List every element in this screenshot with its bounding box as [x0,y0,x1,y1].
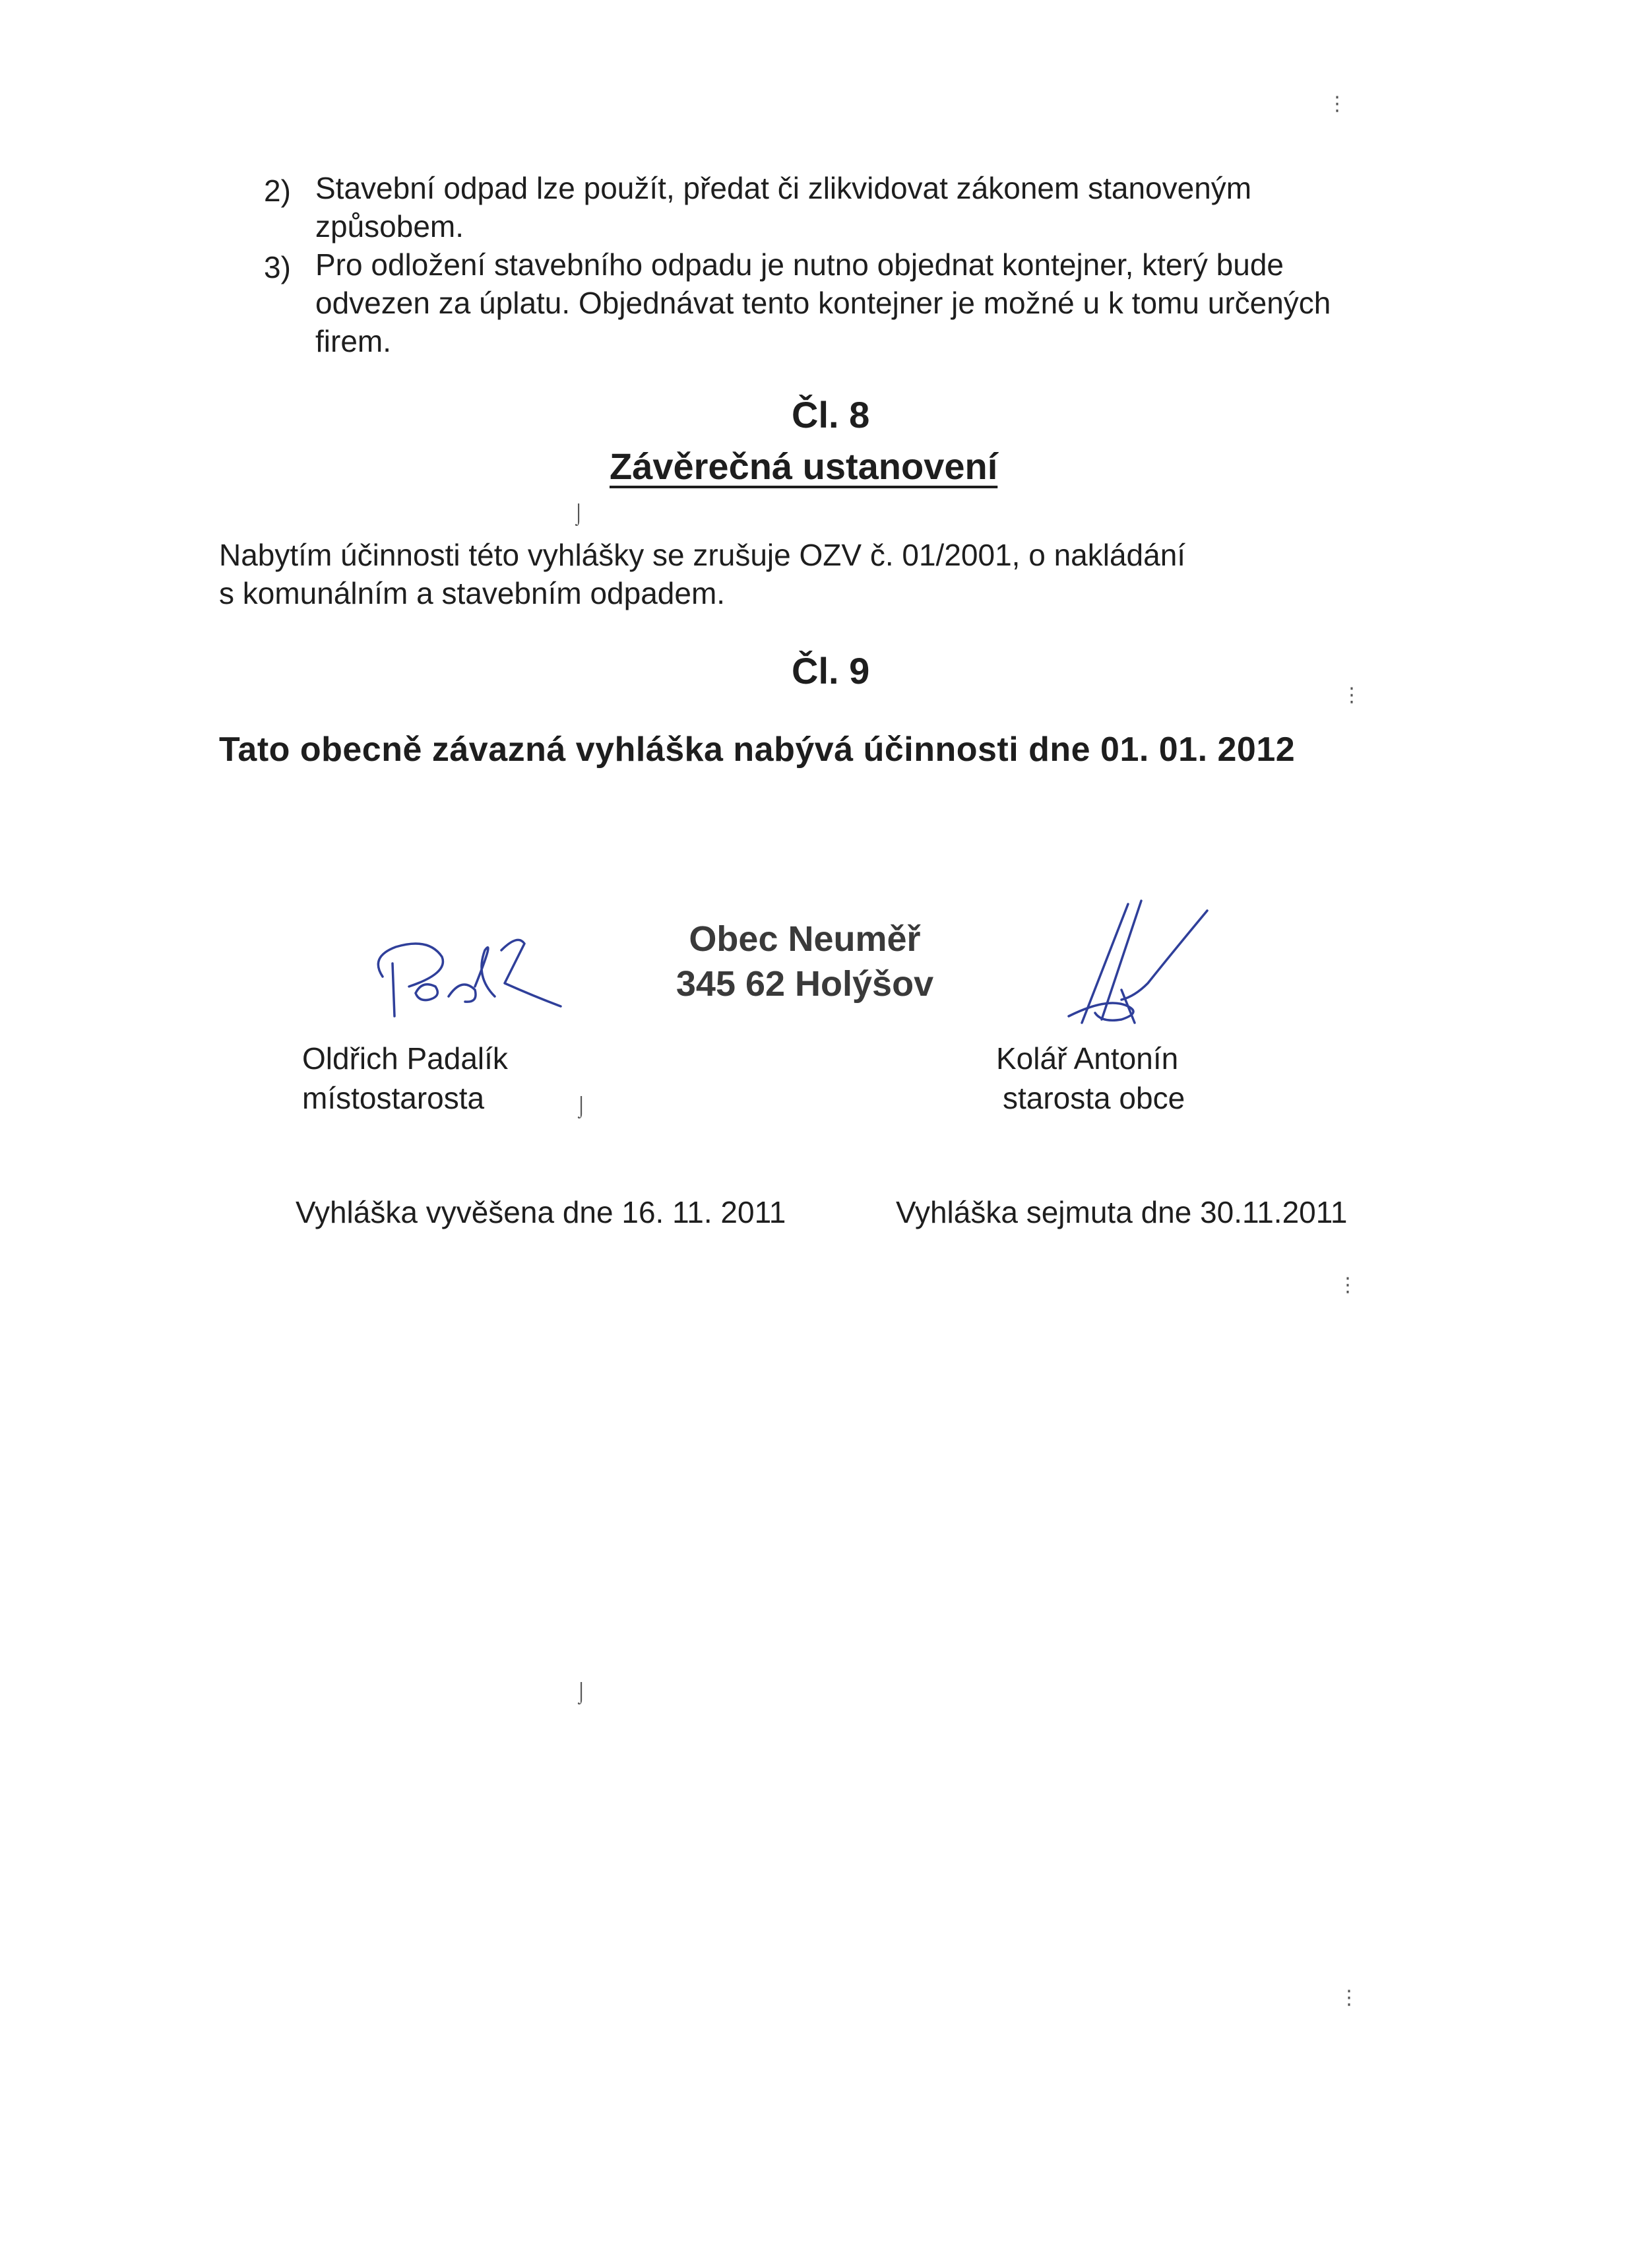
signature-padalik [343,924,581,1029]
list-item-line: firem. [315,324,391,358]
scan-speck: ⋮ [1342,684,1362,706]
scan-speck: ⋮ [1327,93,1347,115]
municipality-stamp-line: 345 62 Holýšov [676,964,934,1004]
municipality-stamp-line: Obec Neuměř [689,919,921,959]
right-signatory-role: starosta obce [1003,1081,1185,1115]
article-8-text-line: Nabytím účinnosti této vyhlášky se zrušuje OZV č. 01/2001, o nakládání [219,538,1186,572]
removed-date: Vyhláška sejmuta dne 30.11.2011 [896,1195,1348,1229]
posted-date: Vyhláška vyvěšena dne 16. 11. 2011 [296,1195,786,1229]
signature-kolar [1055,897,1227,1043]
right-signatory-name: Kolář Antonín [996,1041,1179,1076]
scan-speck: ⌡ [573,503,585,525]
scan-speck: ⋮ [1338,1274,1358,1296]
scan-speck: ⋮ [1339,1987,1359,2009]
left-signatory-role: místostarosta [302,1081,485,1115]
list-item-number: 2) [264,174,291,208]
list-item-number: 3) [264,250,291,284]
scan-speck: ⌡ [575,1095,588,1117]
article-8-text-line: s komunálním a stavebním odpadem. [219,576,726,610]
list-item-line: způsobem. [315,209,464,243]
effective-date-statement: Tato obecně závazná vyhláška nabývá účinnosti dne 01. 01. 2012 [219,730,1296,769]
left-signatory-name: Oldřich Padalík [302,1041,508,1076]
list-item-line: odvezen za úplatu. Objednávat tento kontejner je možné u k tomu určených [315,286,1331,320]
article-8-number: Čl. 8 [792,394,870,436]
list-item-line: Stavební odpad lze použít, předat či zlikvidovat zákonem stanoveným [315,171,1252,205]
article-8-title: Závěrečná ustanovení [610,445,998,487]
article-9-number: Čl. 9 [792,650,870,692]
scan-speck: ⌡ [575,1681,588,1703]
list-item-line: Pro odložení stavebního odpadu je nutno objednat kontejner, který bude [315,247,1284,282]
